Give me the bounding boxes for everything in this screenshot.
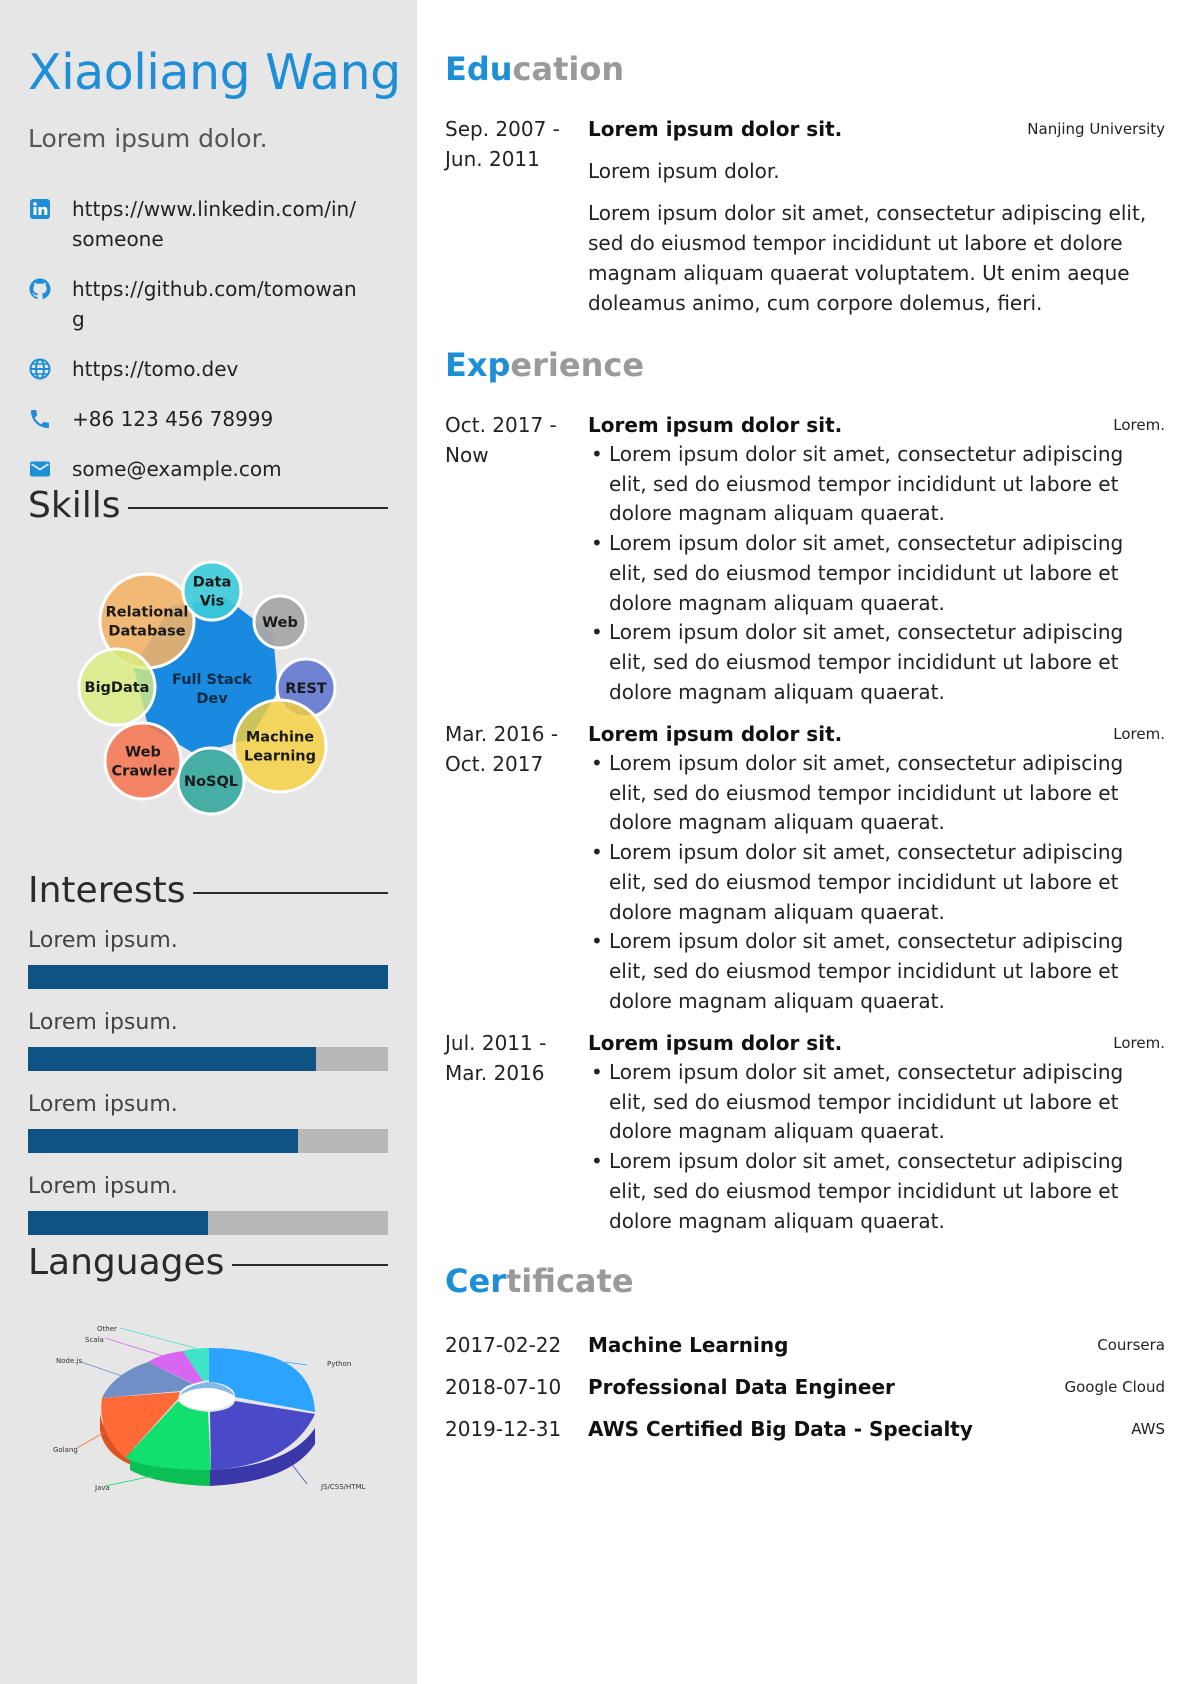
- lang-label-python: Python: [327, 1360, 352, 1368]
- skill-label-data-vis: Data Vis: [192, 574, 232, 610]
- entry-org: Nanjing University: [1027, 120, 1165, 138]
- education-heading: [445, 50, 624, 88]
- skill-label-relational-database: Relational Database: [105, 604, 189, 640]
- entry-date: Jul. 2011 - Mar. 2016: [445, 1031, 547, 1085]
- interest-item: [28, 1171, 388, 1235]
- heading-rule: [128, 507, 388, 509]
- certificate-row: [445, 1372, 1165, 1402]
- cert-date: 2018-07-10: [445, 1375, 562, 1399]
- entry-body: [588, 114, 1165, 318]
- bullet-item: • Lorem ipsum dolor sit amet, consectetur adipiscing elit, sed do eiusmod tempor incididunt ut labore et dolore magnam aliquam quaerat.: [588, 1147, 1165, 1236]
- lang-label-golang: Golang: [53, 1446, 78, 1454]
- certificate-row: [445, 1414, 1165, 1444]
- cert-org: AWS: [1131, 1420, 1165, 1438]
- interest-label: Lorem ipsum.: [28, 1092, 178, 1117]
- leader-other: [120, 1328, 195, 1348]
- interest-bar: [28, 1129, 388, 1153]
- entry-title: Lorem ipsum dolor sit.: [588, 1031, 843, 1055]
- entry-bullets: [588, 440, 1165, 707]
- heading-accent: Cer: [445, 1262, 506, 1300]
- skills-center-label: Full Stack Dev: [172, 672, 252, 707]
- interest-bar: [28, 1047, 388, 1071]
- certificate-row: [445, 1330, 1165, 1360]
- certificate-heading: [445, 1262, 634, 1300]
- entry-bullets: [588, 749, 1165, 1016]
- heading-rest: tificate: [505, 1262, 634, 1300]
- bullet-item: • Lorem ipsum dolor sit amet, consectetur adipiscing elit, sed do eiusmod tempor incididunt ut labore et dolore magnam aliquam quaerat.: [588, 838, 1165, 927]
- lang-label-nodejs: Node.js: [56, 1357, 83, 1365]
- leader-js: [290, 1462, 307, 1484]
- experience-heading: [445, 346, 644, 384]
- skill-label-bigdata: BigData: [84, 680, 150, 696]
- skill-label-web-crawler: Web Crawler: [111, 744, 175, 780]
- heading-rest: erience: [510, 346, 645, 384]
- entry-title: Lorem ipsum dolor sit.: [588, 722, 843, 746]
- cert-org: Coursera: [1097, 1336, 1165, 1354]
- profile-tagline: Lorem ipsum dolor.: [28, 124, 268, 153]
- entry-title: Lorem ipsum dolor sit.: [588, 117, 843, 141]
- education-entry: [445, 114, 1165, 324]
- entry-body: [588, 410, 1165, 707]
- interest-item: [28, 925, 388, 989]
- contact-text: https://tomo.dev: [72, 357, 239, 381]
- interest-bar-fill: [28, 1047, 316, 1071]
- skills-diagram: [70, 556, 340, 821]
- entry-date: Sep. 2007 - Jun. 2011: [445, 117, 560, 171]
- entry-bullets: [588, 1058, 1165, 1236]
- languages-heading: [28, 1242, 388, 1283]
- lang-label-other: Other: [97, 1325, 117, 1333]
- cert-date: 2017-02-22: [445, 1333, 562, 1357]
- entry-subtitle: Lorem ipsum dolor.: [588, 159, 780, 183]
- interest-bar-fill: [28, 965, 388, 989]
- skill-label-web: Web: [262, 615, 298, 631]
- profile-name: Xiaoliang Wang: [28, 44, 401, 101]
- leader-scala: [105, 1338, 163, 1356]
- contact-github[interactable]: [28, 274, 403, 334]
- github-icon: [28, 277, 52, 301]
- cert-date: 2019-12-31: [445, 1417, 562, 1441]
- entry-org: Lorem.: [1113, 725, 1165, 743]
- leader-nodejs: [81, 1362, 125, 1377]
- interest-label: Lorem ipsum.: [28, 1010, 178, 1035]
- interest-bar-fill: [28, 1211, 208, 1235]
- lang-label-scala: Scala: [85, 1336, 104, 1344]
- entry-date: Mar. 2016 - Oct. 2017: [445, 722, 559, 776]
- bullet-item: • Lorem ipsum dolor sit amet, consectetur adipiscing elit, sed do eiusmod tempor incididunt ut labore et dolore magnam aliquam quaerat.: [588, 618, 1165, 707]
- interest-item: [28, 1089, 388, 1153]
- interests-heading-label: Interests: [28, 870, 186, 911]
- linkedin-icon: [28, 197, 52, 221]
- contact-text: some@example.com: [72, 457, 282, 481]
- entry-body: [588, 1028, 1165, 1236]
- interest-label: Lorem ipsum.: [28, 928, 178, 953]
- heading-accent: Edu: [445, 50, 513, 88]
- interest-bar: [28, 1211, 388, 1235]
- contact-list: [28, 194, 403, 504]
- interest-list: [28, 925, 388, 1253]
- interests-heading: [28, 870, 388, 911]
- skills-heading-label: Skills: [28, 485, 121, 526]
- languages-heading-label: Languages: [28, 1242, 225, 1283]
- skill-node-data-vis: [183, 562, 241, 620]
- heading-accent: Exp: [445, 346, 511, 384]
- bullet-item: • Lorem ipsum dolor sit amet, consectetur adipiscing elit, sed do eiusmod tempor incididunt ut labore et dolore magnam aliquam quaerat.: [588, 529, 1165, 618]
- heading-rule: [232, 1264, 388, 1266]
- skill-node-machine-learning: [234, 700, 326, 792]
- entry-title: Lorem ipsum dolor sit.: [588, 413, 843, 437]
- experience-entry: [445, 719, 1165, 1019]
- interest-bar-fill: [28, 1129, 298, 1153]
- contact-text: +86 123 456 78999: [72, 407, 274, 431]
- skill-label-rest: REST: [285, 681, 327, 697]
- skill-node-web-crawler: [105, 723, 181, 799]
- lang-label-js-css-html: JS/CSS/HTML: [321, 1483, 366, 1491]
- experience-entry: [445, 1028, 1165, 1238]
- entry-description: Lorem ipsum dolor sit amet, consectetur adipiscing elit, sed do eiusmod tempor incididunt ut labore et dolore magnam aliquam quaerat voluptatem. Ut enim aeque doleamus animo, cum corpore dolemus, fieri.: [588, 201, 1147, 315]
- globe-icon: [28, 357, 52, 381]
- heading-rule: [193, 892, 388, 894]
- skills-heading: [28, 485, 388, 526]
- leader-java: [105, 1476, 153, 1486]
- interest-label: Lorem ipsum.: [28, 1174, 178, 1199]
- languages-donut-chart: [45, 1322, 375, 1522]
- contact-website[interactable]: [28, 354, 403, 384]
- bullet-item: • Lorem ipsum dolor sit amet, consectetur adipiscing elit, sed do eiusmod tempor incididunt ut labore et dolore magnam aliquam quaerat.: [588, 749, 1165, 838]
- heading-rest: cation: [512, 50, 625, 88]
- bullet-item: • Lorem ipsum dolor sit amet, consectetur adipiscing elit, sed do eiusmod tempor incididunt ut labore et dolore magnam aliquam quaerat.: [588, 1058, 1165, 1147]
- bullet-item: • Lorem ipsum dolor sit amet, consectetur adipiscing elit, sed do eiusmod tempor incididunt ut labore et dolore magnam aliquam quaerat.: [588, 440, 1165, 529]
- cert-org: Google Cloud: [1064, 1378, 1165, 1396]
- sidebar: [0, 0, 417, 1684]
- phone-icon: [28, 407, 52, 431]
- entry-date: Oct. 2017 - Now: [445, 413, 557, 467]
- entry-org: Lorem.: [1113, 416, 1165, 434]
- cert-title: Machine Learning: [588, 1333, 789, 1357]
- contact-text: https://github.com/tomowang: [72, 277, 357, 331]
- skill-label-machine-learning: Machine Learning: [243, 729, 317, 765]
- skill-label-nosql: NoSQL: [183, 774, 239, 790]
- contact-email[interactable]: [28, 454, 403, 484]
- experience-entry: [445, 410, 1165, 710]
- cert-title: AWS Certified Big Data - Specialty: [588, 1417, 973, 1441]
- contact-linkedin[interactable]: [28, 194, 403, 254]
- leader-golang: [77, 1432, 105, 1448]
- interest-bar: [28, 965, 388, 989]
- entry-org: Lorem.: [1113, 1034, 1165, 1052]
- entry-body: [588, 719, 1165, 1016]
- contact-text: https://www.linkedin.com/in/someone: [72, 197, 356, 251]
- cert-title: Professional Data Engineer: [588, 1375, 895, 1399]
- interest-item: [28, 1007, 388, 1071]
- contact-phone[interactable]: [28, 404, 403, 434]
- lang-label-java: Java: [95, 1484, 110, 1492]
- bullet-item: • Lorem ipsum dolor sit amet, consectetur adipiscing elit, sed do eiusmod tempor incididunt ut labore et dolore magnam aliquam quaerat.: [588, 927, 1165, 1016]
- email-icon: [28, 457, 52, 481]
